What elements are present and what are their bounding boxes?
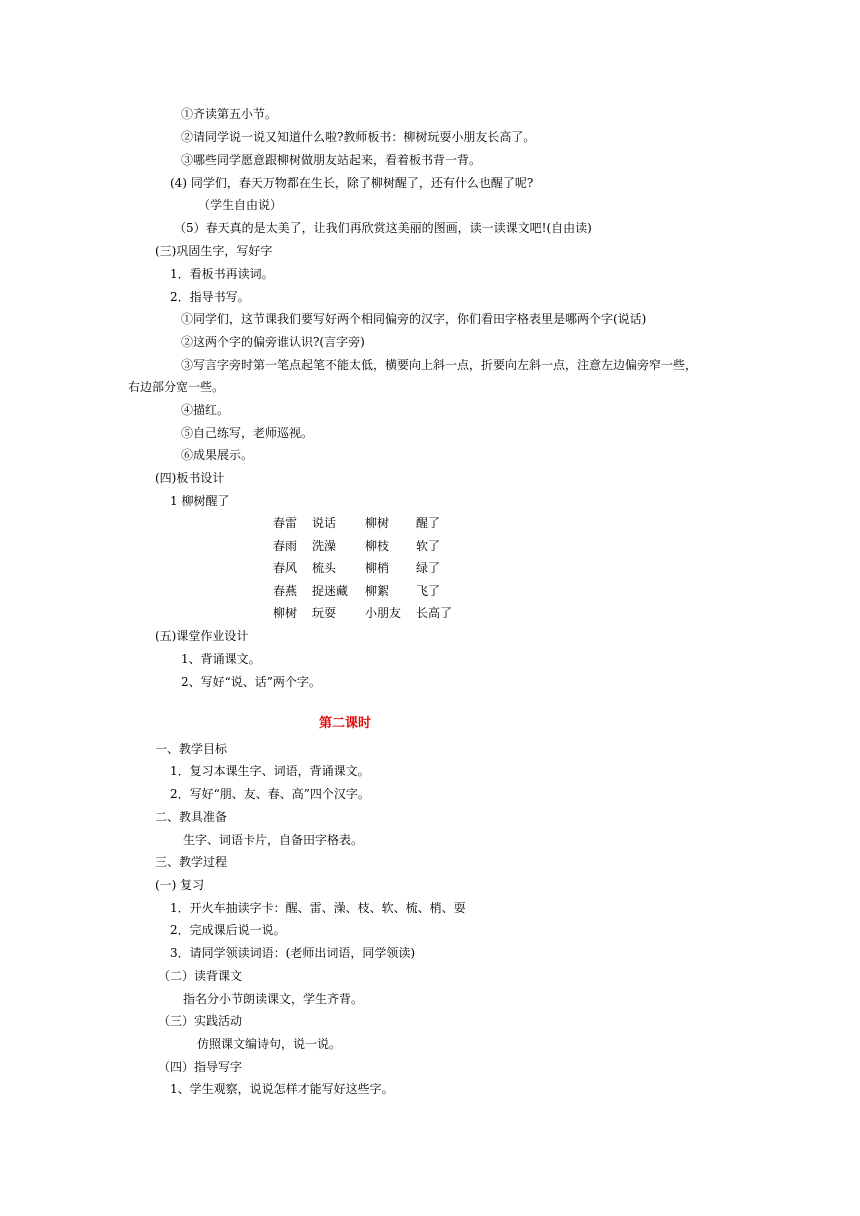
text-line: （学生自由说） [198,198,283,212]
text-line: 1．复习本课生字、词语，背诵课文。 [170,764,370,778]
text-line: ③哪些同学愿意跟柳树做朋友站起来，看着板书背一背。 [181,153,482,167]
text-line: ①齐读第五小节。 [181,107,278,121]
text-line: 1、学生观察，说说怎样才能写好这些字。 [170,1082,394,1096]
section-heading: (三)巩固生字，写好字 [155,244,273,258]
board-cell: 小朋友 [365,606,402,620]
text-line: ④描红。 [181,403,230,417]
section-heading: 三、教学过程 [155,855,228,869]
section-heading: 二、教具准备 [155,810,228,824]
board-cell: 春风 [273,561,298,575]
board-cell: 柳树 [273,606,298,620]
text-line: 生字、词语卡片，自备田字格表。 [183,833,364,847]
text-line: 1．看板书再读词。 [170,267,274,281]
text-line: ①同学们，这节课我们要写好两个相同偏旁的汉字，你们看田字格表里是哪两个字(说话) [181,312,647,326]
text-line: 2．写好“朋、友、春、高”四个汉字。 [170,787,370,801]
text-line: 右边部分宽一些。 [128,380,225,394]
board-cell: 梳头 [312,561,337,575]
text-line: 2．指导书写。 [170,290,250,304]
text-line: 1 柳树醒了 [170,494,230,508]
text-line: ③写言字旁时第一笔点起笔不能太低，横要向上斜一点，折要向左斜一点，注意左边偏旁窄一些， [181,358,698,372]
text-line: 仿照课文编诗句，说一说。 [197,1037,342,1051]
board-cell: 说话 [312,516,337,530]
text-line: （5）春天真的是太美了，让我们再欣赏这美丽的图画，读一读课文吧!(自由读) [174,221,592,235]
board-cell: 柳枝 [365,539,390,553]
section-heading: (五)课堂作业设计 [155,629,249,643]
text-line: ②请同学说一说又知道什么啦?教师板书：柳树玩耍小朋友长高了。 [181,130,536,144]
section-heading: （二）读背课文 [158,969,243,983]
board-cell: 柳树 [365,516,390,530]
text-line: 2、写好“说、话”两个字。 [181,675,321,689]
board-cell: 春燕 [273,584,298,598]
board-cell: 醒了 [416,516,441,530]
text-line: ⑤自己练写，老师巡视。 [181,426,314,440]
text-line: ⑥成果展示。 [181,448,254,462]
text-line: 1、背诵课文。 [181,652,261,666]
board-cell: 飞了 [416,584,441,598]
text-line: 指名分小节朗读课文，学生齐背。 [183,992,364,1006]
board-cell: 玩耍 [312,606,337,620]
text-line: ②这两个字的偏旁谁认识?(言字旁) [181,335,365,349]
text-line: (4) 同学们，春天万物都在生长，除了柳树醒了，还有什么也醒了呢? [170,176,534,190]
section-heading: （三）实践活动 [158,1014,243,1028]
lesson-heading: 第二课时 [319,716,372,731]
text-line: 3．请同学领读词语：(老师出词语，同学领读) [170,946,415,960]
section-heading: （四）指导写字 [158,1060,243,1074]
section-heading: (一) 复习 [155,878,205,892]
board-cell: 洗澡 [312,539,337,553]
text-line: 2．完成课后说一说。 [170,923,286,937]
board-cell: 柳絮 [365,584,390,598]
board-cell: 春雷 [273,516,298,530]
board-cell: 春雨 [273,539,298,553]
board-cell: 捉迷藏 [312,584,349,598]
section-heading: 一、教学目标 [155,742,228,756]
board-cell: 长高了 [416,606,453,620]
text-line: 1．开火车抽读字卡：醒、雷、澡、枝、软、梳、梢、耍 [170,901,466,915]
board-cell: 绿了 [416,561,441,575]
board-cell: 柳梢 [365,561,390,575]
section-heading: (四)板书设计 [155,471,225,485]
board-cell: 软了 [416,539,441,553]
